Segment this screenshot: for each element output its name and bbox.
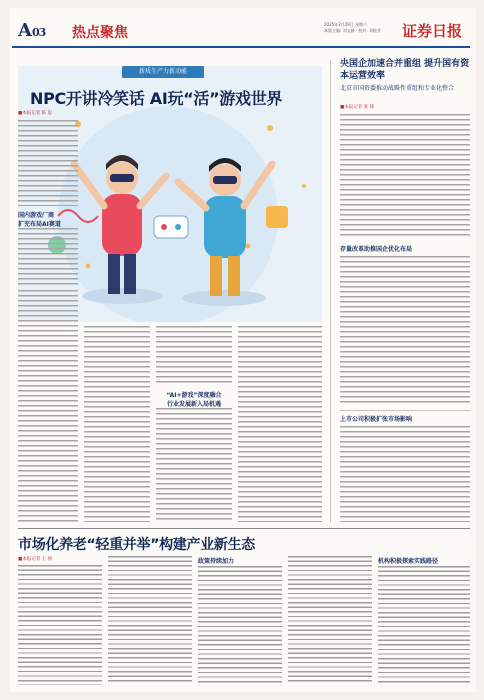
feature-headline: NPC开讲冷笑话 AI玩“活”游戏世界	[30, 89, 283, 108]
right-divider	[340, 410, 470, 411]
feature-col-3a	[156, 326, 232, 386]
bottom-col-1	[18, 565, 102, 685]
feature-byline: ■本报记者 陈 思	[18, 111, 53, 116]
feature-intro-text	[18, 120, 78, 206]
bottom-col-3	[198, 566, 282, 685]
column-divider	[330, 60, 331, 522]
right-article-headline-2: 上市公司积极扩张市场影响	[340, 416, 413, 423]
right-article-subhead-2: 存量改革助推国企优化布局	[340, 246, 413, 253]
section-divider	[18, 528, 470, 529]
feature-subhead-1: 国内游戏厂商 扩充布局AI赛道	[18, 212, 61, 228]
page-code: A03	[18, 20, 46, 41]
feature-col-3b	[156, 408, 232, 522]
masthead-meta: 2025年3月29日 星期六 本版主编: 刘文静 · 校对: 刘桂芳	[324, 22, 382, 33]
feature-banner: 新质生产力新动能	[122, 66, 204, 78]
right-article-byline: ■本报记者 张 锋	[340, 105, 375, 110]
bottom-col-2	[108, 556, 192, 685]
bottom-col-4	[288, 556, 372, 685]
feature-text-1	[18, 228, 78, 286]
feature-subhead-2: “AI+游戏”深度融合 行业发展新入局机遇	[166, 392, 222, 408]
feature-col-4	[238, 326, 322, 522]
feature-col-2	[84, 326, 150, 522]
bottom-col-5	[378, 566, 470, 685]
right-article-headline: 央国企加速合并重组 提升国有资本运营效率	[340, 59, 470, 81]
bottom-subhead-1: 政策持续加力	[198, 558, 235, 565]
section-title: 热点聚焦	[72, 25, 128, 41]
right-article-text-3	[340, 426, 470, 522]
right-article-subhead: 北京市国资委推动战略性重组和专业化整合	[340, 85, 455, 92]
bottom-article-headline: 市场化养老“轻重并举”构建产业新生态	[18, 537, 256, 553]
right-article-text-1	[340, 114, 470, 238]
feature-col-1	[18, 290, 78, 522]
bottom-subhead-2: 机构积极探索实践路径	[378, 558, 439, 565]
right-article-text-2	[340, 256, 470, 406]
bottom-article-byline: ■本报记者 王 僖	[18, 557, 53, 562]
masthead	[12, 18, 470, 48]
newspaper-logo: 证券日报	[401, 22, 462, 40]
